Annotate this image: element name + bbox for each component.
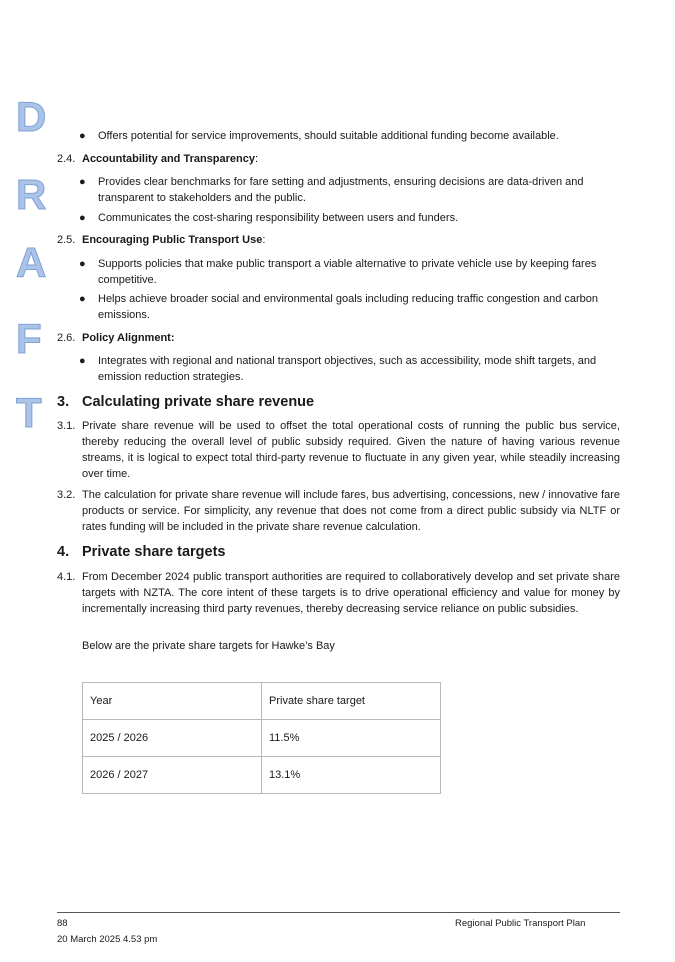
table-cell: 2026 / 2027 <box>83 757 262 794</box>
document-title: Regional Public Transport Plan <box>455 918 586 929</box>
paragraph-3-1: 3.1. Private share revenue will be used to offset the total operational costs of running the public bus service, thereby reducing the overall level of public subsidy required. Given the nature of having various revenue streams, it is logical to expect total third-party revenue to fluctuate in any given year, while steadily increasing over time. <box>57 420 620 480</box>
list-item: ● Provides clear benchmarks for fare setting and adjustments, ensuring decisions are data-driven and transparent to stakeholders and the public. <box>79 176 584 204</box>
subsection-heading-2-4: 2.4. Accountability and Transparency: <box>57 153 259 165</box>
bullet-icon: ● <box>79 130 86 142</box>
list-item: ● Integrates with regional and national transport objectives, such as accessibility, mode shift targets, and emission reduction strategies. <box>79 355 597 383</box>
bullet-icon: ● <box>79 258 86 270</box>
page-number: 88 <box>57 918 68 929</box>
print-timestamp: 20 March 2025 4.53 pm <box>57 934 158 945</box>
table-header-row <box>83 683 441 720</box>
table-cell: 13.1% <box>262 757 441 794</box>
paragraph-4-1: 4.1. From December 2024 public transport authorities are required to collaboratively develop and set private share targets with NZTA. The core intent of these targets is to drive operational efficiency and value for money by incrementally increasing third party revenues, thereby decreasing service reliance on public subsidies. <box>57 571 620 615</box>
bullet-icon: ● <box>79 293 86 305</box>
table-header-cell: Private share target <box>262 683 441 720</box>
watermark-letter: T <box>16 389 42 436</box>
private-share-targets-table <box>82 682 441 794</box>
watermark-letter: F <box>16 315 42 362</box>
table-intro-text: Below are the private share targets for Hawke’s Bay <box>82 640 335 652</box>
table-row <box>83 757 441 794</box>
section-heading-4: 4. Private share targets <box>57 544 226 560</box>
table-cell: 2025 / 2026 <box>83 720 262 757</box>
watermark-letter: R <box>16 171 47 218</box>
table-header-cell: Year <box>83 683 262 720</box>
footer-divider <box>57 912 620 913</box>
watermark-letter: D <box>16 93 47 140</box>
list-item: ● Communicates the cost-sharing responsibility between users and funders. <box>79 212 459 224</box>
list-item: ● Supports policies that make public transport a viable alternative to private vehicle use by keeping fares competitive. <box>79 258 597 286</box>
paragraph-3-2: 3.2. The calculation for private share revenue will include fares, bus advertising, concessions, new / innovative fare products or service. For simplicity, any revenue that does not come from a direct public subsidy via NLTF or rates funding will be included in the private share revenue calculation. <box>57 489 620 533</box>
watermark-letter: A <box>16 239 47 286</box>
list-item: ● Offers potential for service improvements, should suitable additional funding become available. <box>79 130 559 142</box>
list-item: ● Helps achieve broader social and environmental goals including reducing traffic congestion and carbon emissions. <box>79 293 598 321</box>
table-row <box>83 720 441 757</box>
table-cell: 11.5% <box>262 720 441 757</box>
bullet-icon: ● <box>79 176 86 188</box>
bullet-icon: ● <box>79 212 86 224</box>
subsection-heading-2-6: 2.6. Policy Alignment: <box>57 332 175 344</box>
section-heading-3: 3. Calculating private share revenue <box>57 394 315 410</box>
subsection-heading-2-5: 2.5. Encouraging Public Transport Use: <box>57 234 266 246</box>
bullet-icon: ● <box>79 355 86 367</box>
